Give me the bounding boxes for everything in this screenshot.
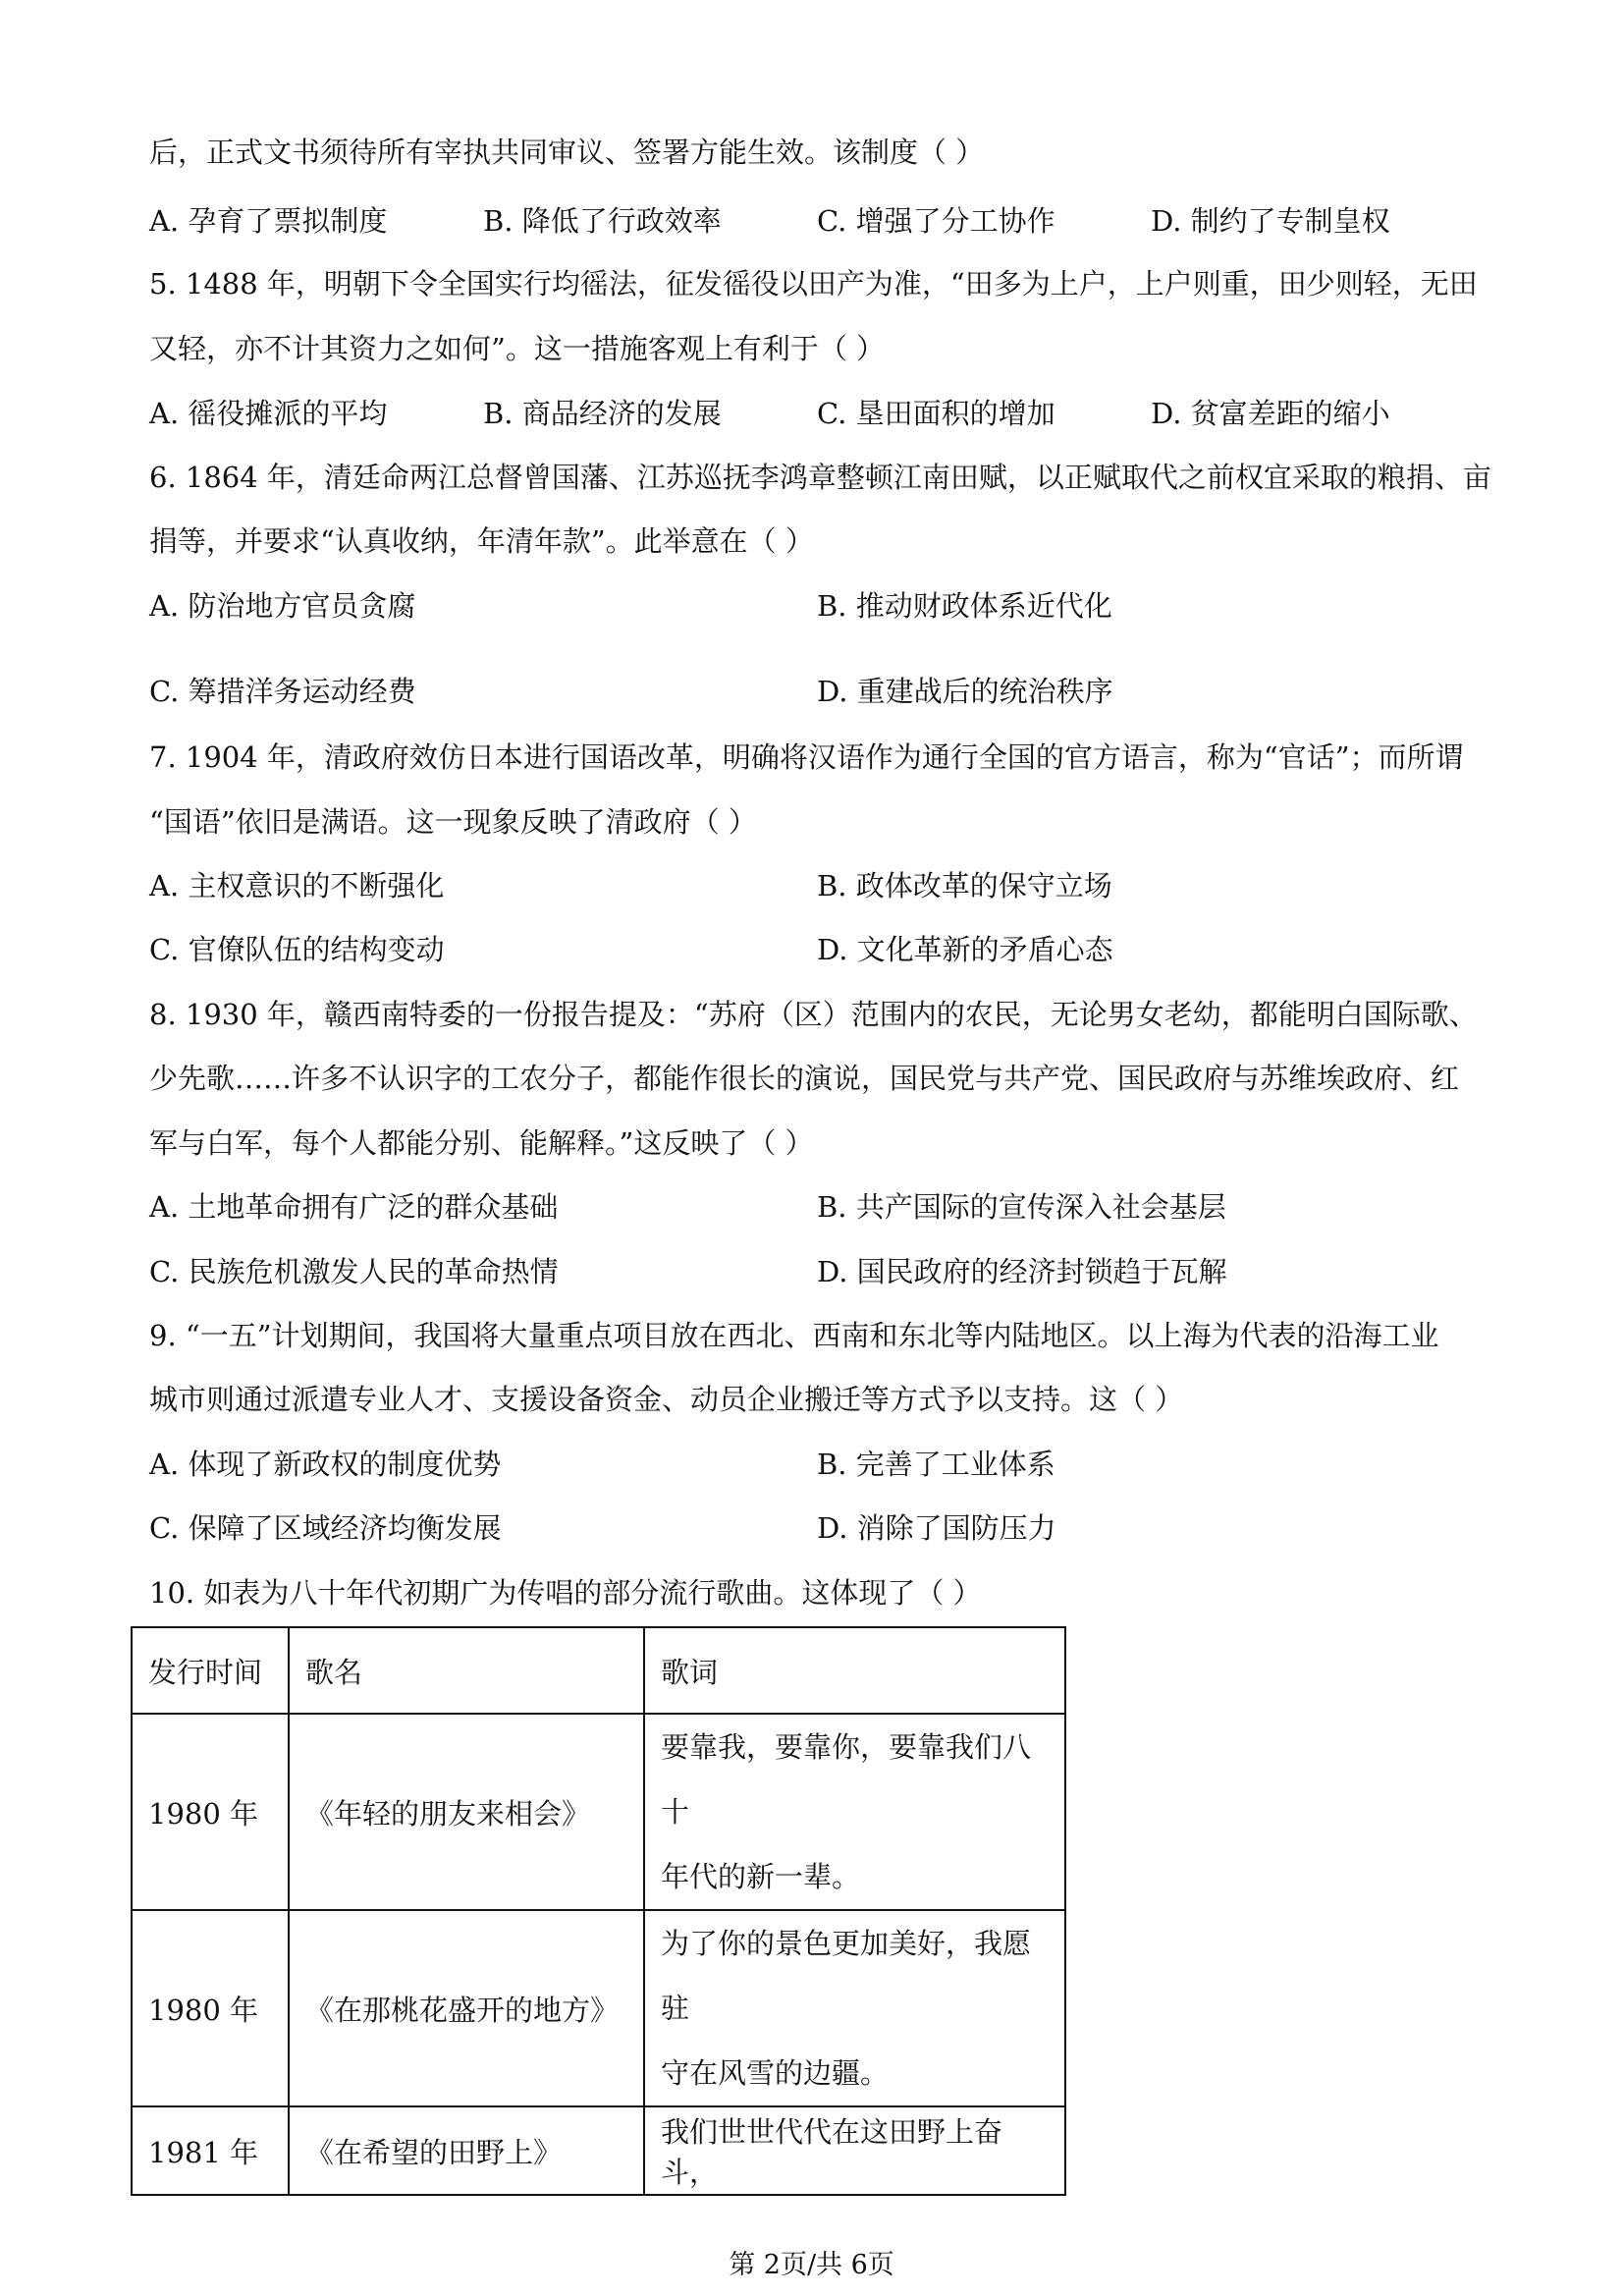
song-name-cell: 《在希望的田野上》 bbox=[289, 2106, 644, 2195]
q8-option-a: A. 土地革命拥有广泛的群众基础 bbox=[149, 1190, 559, 1224]
q6-stem-line-2: 捐等，并要求“认真收纳，年清年款”。此举意在（ ） bbox=[149, 524, 814, 558]
q6-option-b: B. 推动财政体系近代化 bbox=[817, 589, 1112, 623]
q9-option-d: D. 消除了国防压力 bbox=[817, 1511, 1056, 1545]
songs-table bbox=[131, 1626, 1066, 2196]
q8-option-d: D. 国民政府的经济封锁趋于瓦解 bbox=[817, 1255, 1227, 1288]
lyric-line: 要靠我，要靠你，要靠我们八十 bbox=[661, 1730, 1032, 1829]
lyric-line: 年代的新一辈。 bbox=[661, 1860, 861, 1893]
q6-option-a: A. 防治地方官员贪腐 bbox=[149, 589, 416, 623]
page-number-footer: 第 2页/共 6页 bbox=[729, 2250, 894, 2280]
q9-option-a: A. 体现了新政权的制度优势 bbox=[149, 1448, 502, 1481]
lyric-line: 我们世世代代在这田野上奋斗， bbox=[661, 2115, 1003, 2189]
song-name-cell: 《年轻的朋友来相会》 bbox=[289, 1714, 644, 1910]
lyric-cell bbox=[644, 2106, 1065, 2195]
q8-option-c: C. 民族危机激发人民的革命热情 bbox=[149, 1255, 559, 1288]
lyric-line: 守在风雪的边疆。 bbox=[661, 2056, 890, 2090]
q10-stem: 10. 如表为八十年代初期广为传唱的部分流行歌曲。这体现了（ ） bbox=[149, 1576, 982, 1610]
q5-stem-line-2: 又轻，亦不计其资力之如何”。这一措施客观上有利于（ ） bbox=[149, 332, 886, 365]
table-row bbox=[132, 1714, 1065, 1910]
q8-stem-line-2: 少先歌……许多不认识字的工农分子，都能作很长的演说，国民党与共产党、国民政府与苏维埃政府、红 bbox=[149, 1062, 1460, 1095]
q8-option-b: B. 共产国际的宣传深入社会基层 bbox=[817, 1190, 1226, 1224]
q7-option-c: C. 官僚队伍的结构变动 bbox=[149, 933, 445, 966]
q9-option-c: C. 保障了区域经济均衡发展 bbox=[149, 1511, 502, 1545]
release-time-cell: 1981 年 bbox=[132, 2106, 289, 2195]
table-row bbox=[132, 1910, 1065, 2106]
q4-option-d: D. 制约了专制皇权 bbox=[1151, 204, 1390, 238]
q4-option-a: A. 孕育了票拟制度 bbox=[149, 204, 388, 238]
table-row bbox=[132, 2106, 1065, 2195]
q7-stem-line-1: 7. 1904 年，清政府效仿日本进行国语改革，明确将汉语作为通行全国的官方语言，称为“官话”；而所谓 bbox=[149, 740, 1464, 774]
lyric-cell bbox=[644, 1714, 1065, 1910]
q8-stem-line-1: 8. 1930 年，赣西南特委的一份报告提及：“苏府（区）范围内的农民，无论男女老幼，都能明白国际歌、 bbox=[149, 998, 1478, 1031]
q5-option-a: A. 徭役摊派的平均 bbox=[149, 397, 388, 430]
q6-option-c: C. 筹措洋务运动经费 bbox=[149, 675, 416, 708]
q5-option-b: B. 商品经济的发展 bbox=[483, 397, 722, 430]
q4-stem-continuation: 后，正式文书须待所有宰执共同审议、签署方能生效。该制度（ ） bbox=[149, 136, 985, 169]
header-lyrics: 歌词 bbox=[644, 1627, 1065, 1714]
q8-stem-line-3: 军与白军，每个人都能分别、能解释。”这反映了（ ） bbox=[149, 1126, 814, 1160]
q5-stem-line-1: 5. 1488 年，明朝下令全国实行均徭法，征发徭役以田产为准，“田多为上户，上户则重，田少则轻，无田 bbox=[149, 267, 1478, 301]
q7-option-a: A. 主权意识的不断强化 bbox=[149, 869, 445, 902]
lyric-cell bbox=[644, 1910, 1065, 2106]
lyric-line: 为了你的景色更加美好，我愿驻 bbox=[661, 1927, 1032, 2025]
q7-stem-line-2: “国语”依旧是满语。这一现象反映了清政府（ ） bbox=[149, 805, 757, 839]
q9-stem-line-1: 9. “一五”计划期间，我国将大量重点项目放在西北、西南和东北等内陆地区。以上海为代表的沿海工业 bbox=[149, 1319, 1439, 1352]
q4-option-c: C. 增强了分工协作 bbox=[817, 204, 1055, 238]
q9-stem-line-2: 城市则通过派遣专业人才、支援设备资金、动员企业搬迁等方式予以支持。这（ ） bbox=[149, 1383, 1184, 1416]
q6-option-d: D. 重建战后的统治秩序 bbox=[817, 675, 1113, 708]
q7-option-d: D. 文化革新的矛盾心态 bbox=[817, 933, 1113, 966]
q5-option-c: C. 垦田面积的增加 bbox=[817, 397, 1055, 430]
release-time-cell: 1980 年 bbox=[132, 1910, 289, 2106]
release-time-cell: 1980 年 bbox=[132, 1714, 289, 1910]
table-header-row bbox=[132, 1627, 1065, 1714]
q9-option-b: B. 完善了工业体系 bbox=[817, 1448, 1055, 1481]
song-name-cell: 《在那桃花盛开的地方》 bbox=[289, 1910, 644, 2106]
q7-option-b: B. 政体改革的保守立场 bbox=[817, 869, 1112, 902]
q5-option-d: D. 贫富差距的缩小 bbox=[1151, 397, 1390, 430]
q4-option-b: B. 降低了行政效率 bbox=[483, 204, 722, 238]
header-song-name: 歌名 bbox=[289, 1627, 644, 1714]
header-release-time: 发行时间 bbox=[132, 1627, 289, 1714]
q6-stem-line-1: 6. 1864 年，清廷命两江总督曾国藩、江苏巡抚李鸿章整顿江南田赋，以正赋取代之前权宜采取的粮捐、亩 bbox=[149, 461, 1491, 494]
